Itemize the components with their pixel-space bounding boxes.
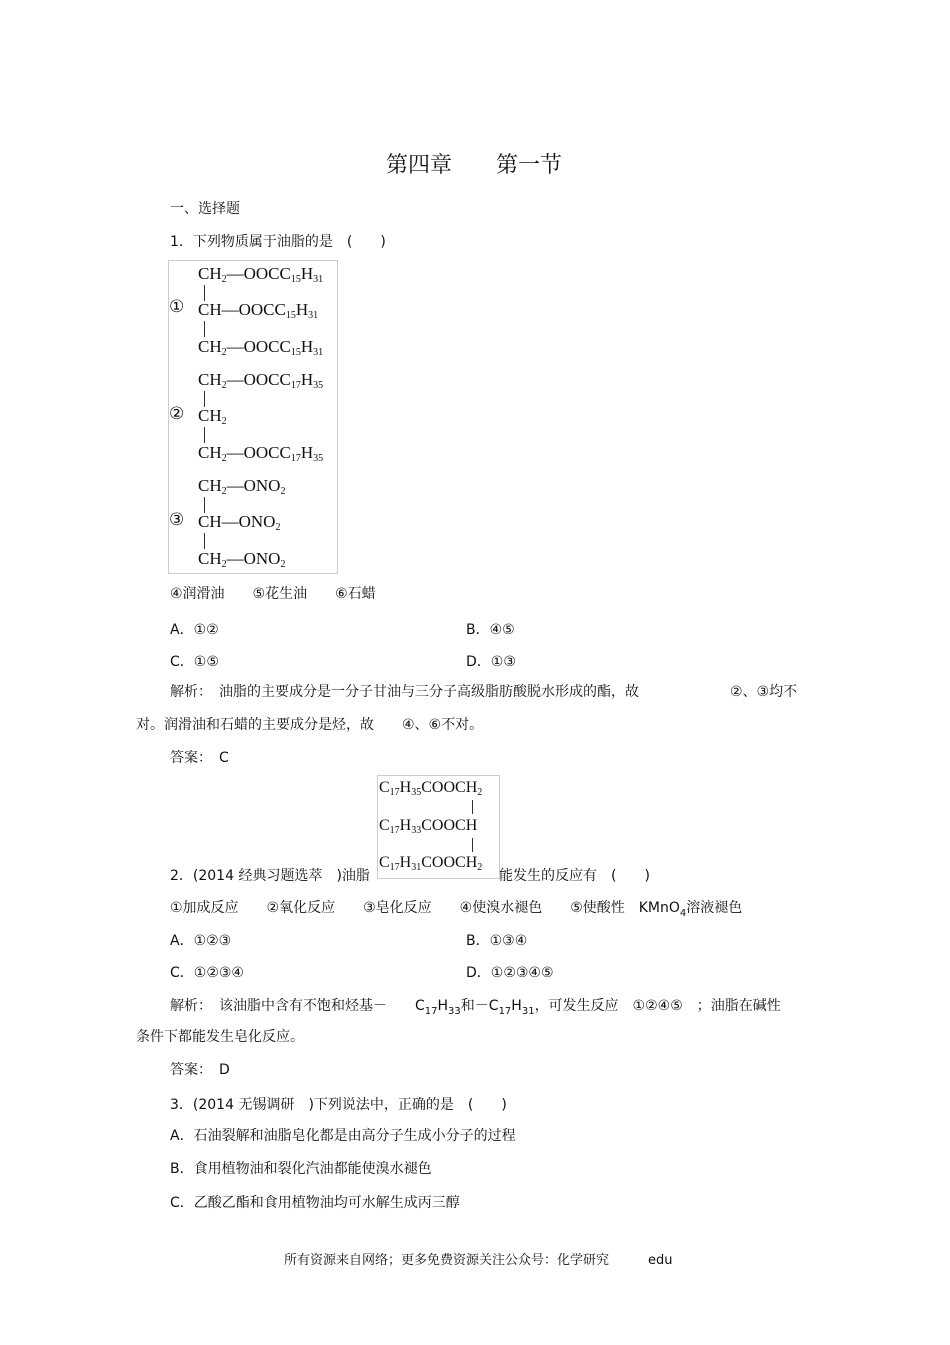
q1-option-c: C．①⑤ <box>170 654 219 670</box>
q2-reactions: ①加成反应 ②氧化反应 ③皂化反应 ④使溴水褪色 ⑤使酸性 KMnO$_4$溶液褪色 <box>170 900 743 919</box>
structure-1-line-3: $CH_2—OOCC_{15}H_{31}$ <box>198 337 324 358</box>
structure-3-line-2: $CH—ONO_2$ <box>198 512 281 533</box>
structure-3-line-3: $CH_2—ONO_2$ <box>198 549 286 570</box>
q1-analysis-line-1: 解析： 油脂的主要成分是一分子甘油与三分子高级脂肪酸脱水形成的酯，故 <box>170 684 639 700</box>
structure-2-marker: ② <box>169 404 185 424</box>
q3-option-a: A．石油裂解和油脂皂化都是由高分子生成小分子的过程 <box>170 1128 516 1144</box>
q2-option-c: C．①②③④ <box>170 965 244 981</box>
page-title: 第四章 第一节 <box>386 153 563 178</box>
q2-structure-line-2: $C_{17}H_{33}COOCH$ <box>379 817 478 836</box>
q2-stem-prefix: 2．(2014 经典习题选萃 )油脂 <box>170 868 370 884</box>
q1-answer: 答案： C <box>170 750 229 766</box>
q2-option-b: B．①③④ <box>466 933 528 949</box>
structure-3-line-1: $CH_2—ONO_2$ <box>198 476 286 497</box>
q2-option-d: D．①②③④⑤ <box>466 965 554 981</box>
q1-option-d: D．①③ <box>466 654 516 670</box>
q2-stem-suffix: 能发生的反应有 ( ) <box>499 868 650 884</box>
q2-structure-line-3: $C_{17}H_{31}COOCH_2$ <box>379 854 483 873</box>
structure-1-line-2: $CH—OOCC_{15}H_{31}$ <box>198 300 319 321</box>
structure-1-marker: ① <box>169 297 185 317</box>
structure-2-line-1: $CH_2—OOCC_{17}H_{35}$ <box>198 370 324 391</box>
structure-2-line-2: $CH_2$ <box>198 406 227 427</box>
q1-option-b: B．④⑤ <box>466 622 515 638</box>
q2-analysis-line-2: 条件下都能发生皂化反应。 <box>136 1029 304 1045</box>
page-footer: 所有资源来自网络；更多免费资源关注公众号：化学研究 edu <box>284 1253 673 1268</box>
q2-analysis-line-1: 解析： 该油脂中含有不饱和烃基－ $C_{17}H_{33}$和$-C_{17}H_{31}$，可发生反应 ①②④⑤ ；油脂在碱性 <box>170 998 781 1017</box>
q1-other-substances: ④润滑油 ⑤花生油 ⑥石蜡 <box>170 586 376 602</box>
structure-3-marker: ③ <box>169 510 185 530</box>
q3-option-b: B．食用植物油和裂化汽油都能使溴水褪色 <box>170 1161 432 1177</box>
q1-stem: 1．下列物质属于油脂的是 ( ) <box>170 234 386 250</box>
q3-stem: 3．(2014 无锡调研 )下列说法中，正确的是 ( ) <box>170 1097 507 1113</box>
q3-option-c: C．乙酸乙酯和食用植物油均可水解生成丙三醇 <box>170 1195 460 1211</box>
structure-2-line-3: $CH_2—OOCC_{17}H_{35}$ <box>198 443 324 464</box>
section-heading: 一、选择题 <box>170 201 240 217</box>
structure-1-line-1: $CH_2—OOCC_{15}H_{31}$ <box>198 264 324 285</box>
q2-answer: 答案： D <box>170 1062 230 1078</box>
q2-structure-line-1: $C_{17}H_{35}COOCH_2$ <box>379 779 483 798</box>
q1-analysis-line-1-end: ②、③均不 <box>730 684 798 700</box>
q1-analysis-line-2: 对。润滑油和石蜡的主要成分是烃，故 ④、⑥不对。 <box>136 717 484 733</box>
q1-option-a: A．①② <box>170 622 219 638</box>
q2-option-a: A．①②③ <box>170 933 232 949</box>
